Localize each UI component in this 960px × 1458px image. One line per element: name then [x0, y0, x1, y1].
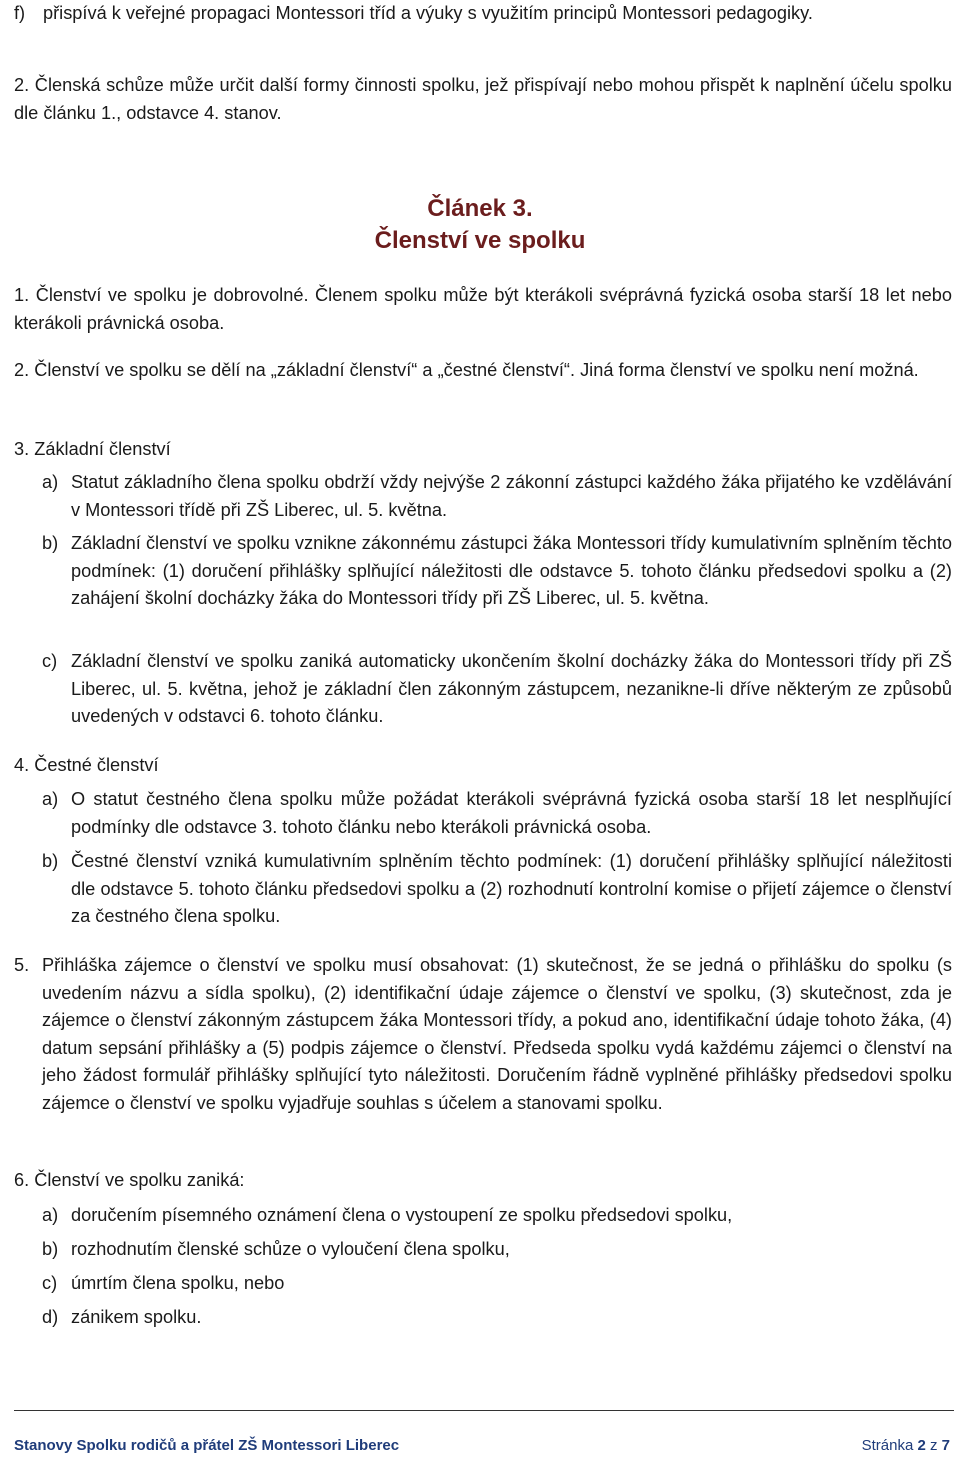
list-marker: 5.	[14, 955, 30, 975]
paragraph-3-title: 3. Základní členství	[14, 439, 171, 459]
paragraph-5: Přihláška zájemce o členství ve spolku musí obsahovat: (1) skutečnost, že se jedná o přihlášku do spolku (s uvedením názvu a sídla spolku), (2) identifikační údaje zájemce o členství ve spolku, (3) skutečnost, zda je zájemce o členství zákonným zástupcem žáka Montessori třídy, a pokud ano, identifikační údaje tohoto žáka, (4) datum sepsání přihlášky a (5) podpis zájemce o členství. Předseda spolku vydá každému zájemci o členství na jeho žádost formulář přihlášky splňující tyto náležitosti. Doručením řádně vyplněné přihlášky předsedovi spolku zájemce o členství ve spolku vyjadřuje souhlas s účelem a stanovami spolku.	[42, 955, 952, 1113]
paragraph-6-title: 6. Členství ve spolku zaniká:	[14, 1170, 245, 1190]
list-item-text: zánikem spolku.	[71, 1307, 202, 1327]
paragraph-4-title: 4. Čestné členství	[14, 755, 159, 775]
list-marker: a)	[42, 472, 59, 492]
paragraph-1: 1. Členství ve spolku je dobrovolné. Členem spolku může být kterákoli svéprávná fyzická osoba starší 18 let nebo kterákoli právnická osoba.	[14, 285, 952, 333]
page-number	[862, 1437, 950, 1454]
footer-title: Stanovy Spolku rodičů a přátel ZŠ Montessori Liberec	[14, 1437, 400, 1454]
list-item-text: doručením písemného oznámení člena o vystoupení ze spolku předsedovi spolku,	[71, 1205, 733, 1225]
list-marker: a)	[42, 1205, 59, 1225]
page-current: 2	[917, 1437, 926, 1454]
list-marker: b)	[42, 533, 59, 553]
list-marker: c)	[42, 1273, 58, 1293]
list-marker: f)	[14, 3, 26, 23]
article-number: Článek 3.	[427, 195, 533, 222]
paragraph: 2. Členská schůze může určit další formy činnosti spolku, jež přispívají nebo mohou přispět k naplnění účelu spolku dle článku 1., odstavce 4. stanov.	[14, 75, 952, 123]
page-prefix: Stránka	[861, 1437, 914, 1454]
list-marker: d)	[42, 1307, 59, 1327]
footer-divider	[14, 1410, 954, 1411]
list-item-text: Čestné členství vzniká kumulativním splněním těchto podmínek: (1) doručení přihlášky splňující náležitosti dle odstavce 5. tohoto článku předsedovi spolku a (2) rozhodnutí kontrolní komise o přijetí zájemce o členství za čestného člena spolku.	[71, 851, 952, 926]
article-title: Členství ve spolku	[374, 227, 586, 254]
list-marker: b)	[42, 1239, 59, 1259]
list-item-text: přispívá k veřejné propagaci Montessori tříd a výuky s využitím principů Montessori pedagogiky.	[43, 3, 813, 23]
list-item-text: rozhodnutím členské schůze o vyloučení člena spolku,	[71, 1239, 510, 1259]
page-sep: z	[929, 1437, 938, 1454]
paragraph-2: 2. Členství ve spolku se dělí na „základní členství“ a „čestné členství“. Jiná forma členství ve spolku není možná.	[14, 360, 919, 380]
list-item-text: O statut čestného člena spolku může požádat kterákoli svéprávná fyzická osoba starší 18 let nesplňující podmínky dle odstavce 3. tohoto článku nebo kterákoli právnická osoba.	[71, 789, 952, 837]
list-item-text: Statut základního člena spolku obdrží vždy nejvýše 2 zákonní zástupci každého žáka přijatého ke vzdělávání v Montessori třídě při ZŠ Liberec, ul. 5. května.	[71, 472, 952, 520]
page-total: 7	[941, 1437, 950, 1454]
list-marker: c)	[42, 651, 58, 671]
list-marker: b)	[42, 851, 59, 871]
list-item-text: Základní členství ve spolku vznikne zákonnému zástupci žáka Montessori třídy kumulativním splněním těchto podmínek: (1) doručení přihlášky splňující náležitosti dle odstavce 5. tohoto článku předsedovi spolku a (2) zahájení školní docházky žáka do Montessori třídy při ZŠ Liberec, ul. 5. května.	[71, 533, 952, 608]
list-marker: a)	[42, 789, 59, 809]
list-item-text: Základní členství ve spolku zaniká automaticky ukončením školní docházky žáka do Montessori třídy při ZŠ Liberec, ul. 5. května, jehož je základní člen zákonným zástupcem, nezanikne-li dříve některým ze způsobů uvedených v odstavci 6. tohoto článku.	[71, 651, 952, 726]
list-item-text: úmrtím člena spolku, nebo	[71, 1273, 285, 1293]
